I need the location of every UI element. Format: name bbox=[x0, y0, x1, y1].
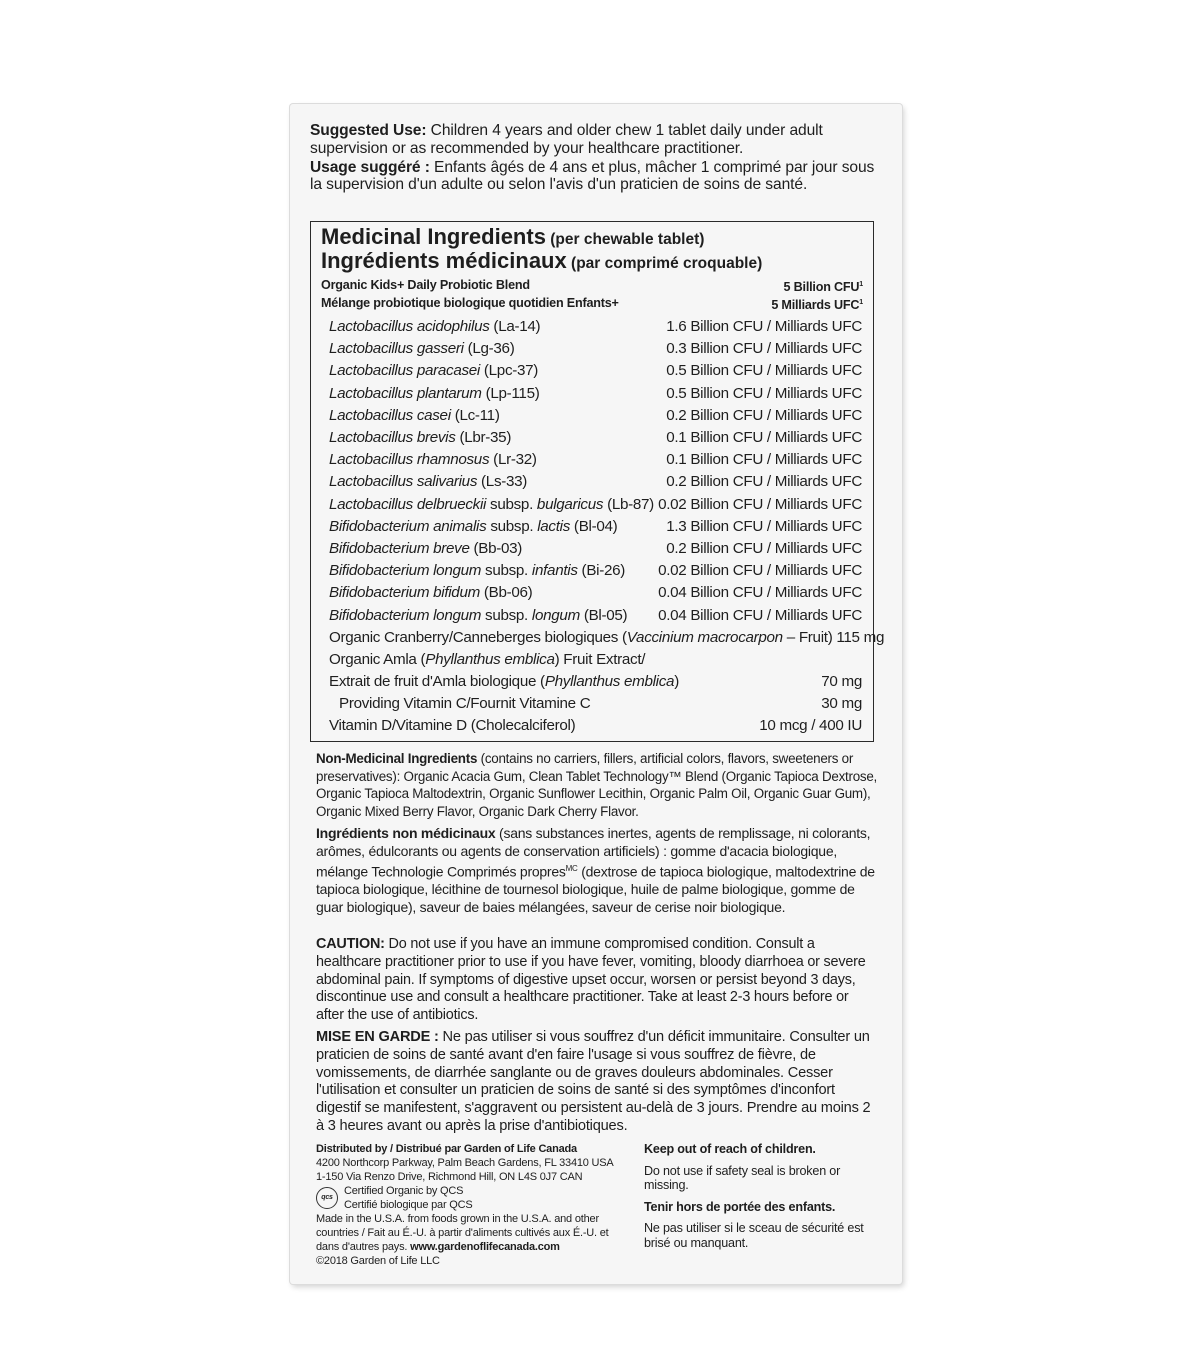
safety-fr bbox=[644, 1200, 880, 1251]
copyright: ©2018 Garden of Life LLC bbox=[316, 1255, 440, 1267]
made-in bbox=[316, 1212, 634, 1254]
strain-row bbox=[329, 539, 862, 559]
strain-genus: Lactobacillus plantarum bbox=[329, 384, 482, 402]
strain-amount: 0.04 Billion CFU / Milliards UFC bbox=[658, 606, 862, 624]
strain-row bbox=[329, 384, 862, 404]
medicinal-title-fr-text: Ingrédients médicinaux bbox=[321, 248, 567, 273]
address-usa: 4200 Northcorp Parkway, Palm Beach Gardens, FL 33410 USA bbox=[316, 1157, 614, 1169]
strain-code: (Bl-04) bbox=[570, 517, 618, 535]
strain-amount: 0.1 Billion CFU / Milliards UFC bbox=[666, 451, 862, 469]
non-medicinal-fr bbox=[316, 825, 878, 917]
strain-row bbox=[329, 317, 862, 337]
blend-fr-value bbox=[771, 295, 863, 313]
amla-latin-2: Phyllanthus emblica bbox=[544, 673, 675, 690]
strain-amount: 0.5 Billion CFU / Milliards UFC bbox=[666, 362, 862, 380]
caution-fr bbox=[316, 1029, 878, 1136]
medicinal-title-en-text: Medicinal Ingredients bbox=[321, 224, 546, 249]
non-medicinal-en-text: (contains no carriers, fillers, artificial colors, flavors, sweeteners or preservatives): Organic Acacia Gum, Clean Tablet Technology™ Blend (Organic Tapioca Dextrose, Organic Tapioca Maltodextrin, Organic Sunflower Lecithin, Organic Palm Oil, Organic Guar Gum), Organic Mixed Berry Flavor, Organic Dark Cherry Flavor. bbox=[316, 751, 878, 819]
strain-row bbox=[329, 517, 862, 537]
keep-out-en: Keep out of reach of children. bbox=[644, 1142, 816, 1156]
qcs-logo-icon: qcs bbox=[316, 1187, 338, 1209]
strain-amount: 0.2 Billion CFU / Milliards UFC bbox=[666, 473, 862, 491]
cranberry-latin: Vaccinium macrocarpon bbox=[626, 629, 783, 646]
strain-code: (Lb-87) bbox=[603, 495, 654, 513]
seal-fr: Ne pas utiliser si le sceau de sécurité est brisé ou manquant. bbox=[644, 1221, 864, 1250]
non-medicinal-fr-text-2: (dextrose de tapioca biologique, maltodextrine de tapioca biologique, lécithine de tournesol biologique, huile de palme biologique, gomme de guar biologique), saveur de baies mélangées, saveur de cerise noir biologique. bbox=[316, 863, 875, 916]
strain-amount: 0.2 Billion CFU / Milliards UFC bbox=[666, 540, 862, 557]
seal-en: Do not use if safety seal is broken or missing. bbox=[644, 1163, 841, 1192]
medicinal-title-fr bbox=[321, 248, 762, 277]
amla-text-2: Extrait de fruit d'Amla biologique ( bbox=[329, 673, 545, 690]
distributor-info bbox=[316, 1142, 634, 1268]
strain-genus: Bifidobacterium bifidum bbox=[329, 584, 480, 602]
blend-en-value bbox=[784, 277, 863, 295]
suggested-use-text: Children 4 years and older chew 1 tablet daily under adult supervision or as recommended by your healthcare practitioner. bbox=[310, 122, 823, 157]
strain-amount: 0.02 Billion CFU / Milliards UFC bbox=[658, 562, 862, 580]
caution-en-text: Do not use if you have an immune compromised condition. Consult a healthcare practitioner prior to use if you have fever, vomiting, bloody diarrhoea or severe abdominal pain. If symptoms of digestive upset occur, worsen or persist beyond 3 days, discontinue use and consult a healthcare practitioner. Take at least 2-3 hours before or after the use of antibiotics. bbox=[316, 936, 866, 1024]
strain-genus: Bifidobacterium longum bbox=[329, 606, 482, 624]
amla-row-2 bbox=[329, 672, 862, 692]
vitamin-c-row bbox=[339, 694, 862, 714]
strain-amount: 1.6 Billion CFU / Milliards UFC bbox=[666, 318, 862, 335]
strain-subspecies: lactis bbox=[537, 517, 571, 535]
distributed-by: Distributed by / Distribué par Garden of Life Canada bbox=[316, 1143, 577, 1155]
strain-code: (Lc-11) bbox=[450, 406, 500, 424]
strain-row bbox=[329, 606, 862, 626]
strain-amount: 0.04 Billion CFU / Milliards UFC bbox=[658, 584, 862, 602]
amla-text-2b: ) bbox=[674, 673, 679, 690]
amla-text-1b: ) Fruit Extract/ bbox=[554, 651, 646, 668]
strain-genus: Lactobacillus salivarius bbox=[329, 473, 478, 491]
blend-fr-value-text: 5 Milliards UFC bbox=[771, 298, 860, 312]
safety-en bbox=[644, 1142, 880, 1193]
non-medicinal-fr-text-1: (sans substances inertes, agents de remplissage, ni colorants, arômes, édulcorants ou agents de conservation artificiels) : gomme d'acacia biologique, mélange Technologie Comprimés propres bbox=[316, 825, 871, 880]
suggested-use-en bbox=[310, 122, 882, 158]
medicinal-title-en-sub: (per chewable tablet) bbox=[545, 231, 705, 248]
strain-genus: Bifidobacterium animalis bbox=[329, 517, 487, 535]
strain-subspecies: bulgaricus bbox=[536, 495, 604, 513]
suggested-use-label: Suggested Use: bbox=[310, 122, 427, 139]
strain-row bbox=[329, 339, 862, 359]
vitamin-d-label: Vitamin D/Vitamine D (Cholecalciferol) bbox=[329, 717, 576, 734]
strain-code: (Bb-06) bbox=[479, 584, 533, 602]
strain-code: (Lg-36) bbox=[463, 340, 515, 358]
cranberry-row bbox=[329, 628, 885, 648]
strain-code: (Bb-03) bbox=[469, 540, 523, 557]
non-medicinal-fr-label: Ingrédients non médicinaux bbox=[316, 825, 496, 841]
usage-suggere-fr bbox=[310, 159, 882, 195]
medicinal-ingredients-box bbox=[310, 221, 885, 742]
caution-en bbox=[316, 936, 878, 1025]
cranberry-amount: – Fruit) 115 mg bbox=[782, 629, 885, 646]
strain-genus: Lactobacillus brevis bbox=[329, 429, 456, 446]
qcs-text bbox=[344, 1184, 473, 1212]
made-in-text: Made in the U.S.A. from foods grown in the U.S.A. and other countries / Fait au É.-U. à partir d'aliments cultivés aux É.-U. et dans d'autres pays. bbox=[316, 1213, 609, 1253]
caution-en-label: CAUTION: bbox=[316, 936, 385, 952]
address-canada: 1-150 Via Renzo Drive, Richmond Hill, ON L4S 0J7 CAN bbox=[316, 1171, 583, 1183]
blend-en-name: Organic Kids+ Daily Probiotic Blend bbox=[321, 278, 530, 292]
suggested-use-section bbox=[310, 122, 882, 194]
amla-amount: 70 mg bbox=[821, 673, 862, 690]
blend-fr-row bbox=[321, 295, 863, 311]
certified-en: Certified Organic by QCS bbox=[344, 1185, 464, 1197]
amla-latin-1: Phyllanthus emblica bbox=[425, 651, 555, 668]
strain-amount: 0.3 Billion CFU / Milliards UFC bbox=[666, 340, 862, 358]
strain-row bbox=[329, 583, 862, 603]
strain-row bbox=[329, 561, 862, 581]
strain-genus: Bifidobacterium longum bbox=[329, 562, 482, 580]
strain-code: (Lp-115) bbox=[481, 384, 540, 402]
strain-amount: 0.5 Billion CFU / Milliards UFC bbox=[666, 384, 862, 402]
strain-genus: Lactobacillus delbrueckii bbox=[329, 495, 487, 513]
safety-info bbox=[644, 1142, 880, 1250]
strain-amount: 0.2 Billion CFU / Milliards UFC bbox=[666, 406, 862, 424]
strain-row bbox=[329, 361, 862, 381]
mc-mark: MC bbox=[565, 864, 578, 874]
strain-row bbox=[329, 428, 862, 448]
vitamin-c-label: Providing Vitamin C/Fournit Vitamine C bbox=[339, 695, 591, 712]
blend-fr-name: Mélange probiotique biologique quotidien Enfants+ bbox=[321, 296, 619, 310]
strain-row bbox=[329, 406, 862, 426]
amla-text-1: Organic Amla ( bbox=[329, 651, 426, 668]
strain-subsp: subsp. bbox=[481, 606, 532, 624]
strain-code: (Bl-05) bbox=[579, 606, 628, 624]
strain-row bbox=[329, 472, 862, 492]
strain-genus: Lactobacillus casei bbox=[329, 406, 451, 424]
strain-genus: Lactobacillus acidophilus bbox=[329, 318, 490, 335]
blend-en-value-text: 5 Billion CFU bbox=[783, 280, 860, 294]
strain-code: (Lpc-37) bbox=[479, 362, 539, 380]
blend-en-row bbox=[321, 277, 863, 293]
strain-subspecies: infantis bbox=[531, 562, 578, 580]
footnote-mark: 1 bbox=[859, 299, 863, 306]
strain-code: (Lr-32) bbox=[489, 451, 537, 469]
certified-fr: Certifié biologique par QCS bbox=[344, 1199, 473, 1211]
strain-row bbox=[329, 495, 862, 515]
strain-amount: 0.1 Billion CFU / Milliards UFC bbox=[666, 429, 862, 446]
website-link[interactable]: www.gardenoflifecanada.com bbox=[410, 1241, 560, 1253]
usage-suggere-label: Usage suggéré : bbox=[310, 158, 430, 176]
strain-genus: Lactobacillus paracasei bbox=[329, 362, 480, 380]
vitamin-d-row bbox=[329, 716, 862, 736]
strain-amount: 1.3 Billion CFU / Milliards UFC bbox=[666, 517, 862, 535]
strain-code: (La-14) bbox=[489, 318, 541, 335]
strain-genus: Lactobacillus rhamnosus bbox=[329, 451, 490, 469]
strain-subspecies: longum bbox=[531, 606, 580, 624]
strain-genus: Lactobacillus gasseri bbox=[329, 340, 464, 358]
strain-row bbox=[329, 450, 862, 470]
strain-subsp: subsp. bbox=[486, 517, 538, 535]
strain-genus: Bifidobacterium breve bbox=[329, 540, 470, 557]
usage-suggere-text: Enfants âgés de 4 ans et plus, mâcher 1 comprimé par jour sous la supervision d'un adulte ou selon l'avis d'un praticien de soins de santé. bbox=[310, 158, 875, 194]
strain-subsp: subsp. bbox=[486, 495, 537, 513]
amla-row-1 bbox=[329, 650, 862, 670]
strain-code: (Lbr-35) bbox=[455, 429, 512, 446]
keep-out-fr: Tenir hors de portée des enfants. bbox=[644, 1199, 836, 1214]
caution-fr-label: MISE EN GARDE : bbox=[316, 1029, 439, 1045]
non-medicinal-en-label: Non-Medicinal Ingredients bbox=[316, 751, 478, 766]
strain-code: (Bi-26) bbox=[577, 562, 626, 580]
vitamin-d-amount: 10 mcg / 400 IU bbox=[759, 717, 862, 734]
vitamin-c-amount: 30 mg bbox=[821, 695, 862, 712]
strain-subsp: subsp. bbox=[481, 562, 532, 580]
cranberry-text: Organic Cranberry/Canneberges biologiques ( bbox=[329, 629, 627, 646]
strain-amount: 0.02 Billion CFU / Milliards UFC bbox=[658, 495, 862, 513]
strain-code: (Ls-33) bbox=[477, 473, 528, 491]
product-label-panel bbox=[290, 104, 902, 1284]
caution-fr-text: Ne pas utiliser si vous souffrez d'un déficit immunitaire. Consulter un praticien de soins de santé avant d'en faire l'usage si vous souffrez de fièvre, de vomissements, de diarrhée sanglante ou de graves douleurs abdominales. Cesser l'utilisation et consulter un praticien de soins de santé si des symptômes d'inconfort digestif se manifestent, s'aggravent ou persistent au-delà de 3 jours. Prendre au moins 2 à 3 heures avant ou après la prise d'antibiotiques. bbox=[316, 1029, 871, 1134]
medicinal-title-fr-sub: (par comprimé croquable) bbox=[566, 255, 763, 272]
non-medicinal-en bbox=[316, 750, 878, 820]
footnote-mark: 1 bbox=[859, 281, 863, 288]
qcs-certification bbox=[316, 1184, 634, 1212]
